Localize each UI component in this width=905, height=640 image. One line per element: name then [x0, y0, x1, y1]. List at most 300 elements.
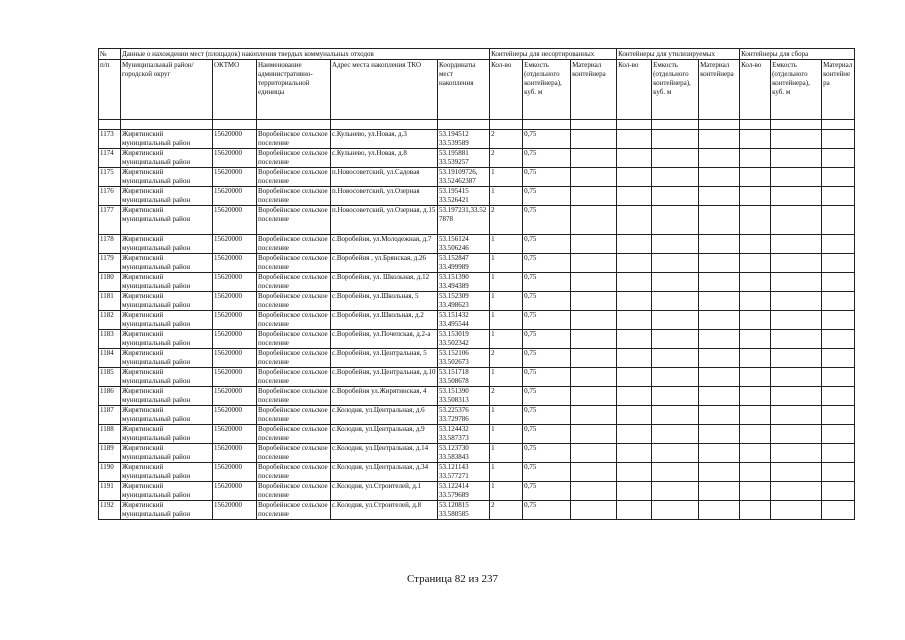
cell-empty [699, 273, 740, 292]
table-row [99, 463, 855, 482]
cell-coords: 53.121143 33.577271 [438, 463, 490, 482]
cell-empty [822, 254, 855, 273]
cell-empty [617, 187, 652, 206]
header-municipal: Муниципальный район/городской округ [121, 60, 213, 120]
cell-municipal: Жирятинский муниципальный район [121, 187, 213, 206]
cell-empty [822, 349, 855, 368]
cell-unit: Воробейнское сельское поселение [257, 206, 331, 235]
cell-municipal: Жирятинский муниципальный район [121, 254, 213, 273]
table-row [99, 330, 855, 349]
cell-address: с.Воробейня, ул.Школьная, д.2 [331, 311, 438, 330]
header-group-collection: Контейнеры для сбора [740, 49, 855, 60]
cell-count: 1 [490, 168, 523, 187]
cell-empty [822, 311, 855, 330]
cell-capacity: 0,75 [523, 187, 571, 206]
cell-empty [771, 273, 822, 292]
cell-empty [699, 206, 740, 235]
cell-address: с.Колодня, ул.Центральная, д.9 [331, 425, 438, 444]
table-row [99, 406, 855, 425]
cell-empty [571, 463, 617, 482]
cell-empty [771, 482, 822, 501]
cell-empty [771, 425, 822, 444]
cell-empty [571, 482, 617, 501]
cell-municipal: Жирятинский муниципальный район [121, 149, 213, 168]
cell-municipal: Жирятинский муниципальный район [121, 482, 213, 501]
cell-unit: Воробейнское сельское поселение [257, 406, 331, 425]
cell-oktmo: 15620000 [213, 501, 257, 520]
cell-empty [617, 444, 652, 463]
cell-municipal: Жирятинский муниципальный район [121, 444, 213, 463]
cell-empty [617, 149, 652, 168]
cell-municipal: Жирятинский муниципальный район [121, 130, 213, 149]
cell-empty [822, 273, 855, 292]
cell-empty [617, 292, 652, 311]
cell-empty [571, 368, 617, 387]
cell-coords: 53.152847 33.499989 [438, 254, 490, 273]
cell-count: 1 [490, 463, 523, 482]
header-oktmo: ОКТМО [213, 60, 257, 120]
cell-empty [699, 349, 740, 368]
cell-count: 1 [490, 406, 523, 425]
cell-capacity: 0,75 [523, 406, 571, 425]
cell-empty [822, 206, 855, 235]
cell-n: 1175 [99, 168, 121, 187]
cell-empty [617, 311, 652, 330]
table-row [99, 349, 855, 368]
cell-oktmo: 15620000 [213, 130, 257, 149]
cell-empty [617, 206, 652, 235]
table-row [99, 168, 855, 187]
cell-n: 1188 [99, 425, 121, 444]
cell-empty [740, 311, 771, 330]
cell-coords: 53.153019 33.502342 [438, 330, 490, 349]
cell-oktmo: 15620000 [213, 273, 257, 292]
cell-empty [571, 168, 617, 187]
cell-empty [822, 425, 855, 444]
cell-empty [617, 368, 652, 387]
cell-municipal: Жирятинский муниципальный район [121, 292, 213, 311]
cell-address: с.Воробейня, ул.Центральная, 5 [331, 349, 438, 368]
cell-empty [652, 168, 699, 187]
cell-address: с.Кульнево, ул.Новая, д.3 [331, 130, 438, 149]
table-row [99, 206, 855, 235]
cell-empty [699, 387, 740, 406]
cell-empty [740, 168, 771, 187]
cell-unit: Воробейнское сельское поселение [257, 311, 331, 330]
cell-empty [652, 206, 699, 235]
cell-address: с.Колодня, ул.Центральная, д.34 [331, 463, 438, 482]
cell-empty [822, 444, 855, 463]
cell-empty [571, 273, 617, 292]
cell-empty [699, 130, 740, 149]
cell-empty [617, 425, 652, 444]
cell-oktmo: 15620000 [213, 425, 257, 444]
cell-empty [822, 463, 855, 482]
cell-empty [652, 387, 699, 406]
header-coords: Координаты мест накопления [438, 60, 490, 120]
cell-empty [617, 406, 652, 425]
header-count-1: Кол-во [490, 60, 523, 120]
cell-coords: 53.152106 33.502673 [438, 349, 490, 368]
cell-empty [652, 444, 699, 463]
cell-empty [699, 235, 740, 254]
cell-empty [771, 187, 822, 206]
cell-count: 1 [490, 444, 523, 463]
registry-sheet [98, 48, 854, 520]
cell-empty [740, 349, 771, 368]
cell-empty [822, 406, 855, 425]
cell-count: 1 [490, 187, 523, 206]
cell-empty [740, 425, 771, 444]
cell-address: п.Новосоветский, ул.Садовая [331, 168, 438, 187]
cell-empty [617, 130, 652, 149]
cell-oktmo: 15620000 [213, 149, 257, 168]
cell-empty [699, 444, 740, 463]
cell-empty [822, 330, 855, 349]
cell-address: п.Новосоветский, ул.Озерная, д.15 [331, 206, 438, 235]
cell-unit: Воробейнское сельское поселение [257, 368, 331, 387]
cell-empty [740, 330, 771, 349]
cell-capacity: 0,75 [523, 130, 571, 149]
cell-municipal: Жирятинский муниципальный район [121, 206, 213, 235]
cell-coords: 53.124432 33.587373 [438, 425, 490, 444]
cell-oktmo: 15620000 [213, 254, 257, 273]
cell-empty [822, 168, 855, 187]
cell-empty [740, 406, 771, 425]
cell-oktmo: 15620000 [213, 368, 257, 387]
cell-empty [771, 463, 822, 482]
table-row [99, 482, 855, 501]
cell-unit: Воробейнское сельское поселение [257, 235, 331, 254]
cell-municipal: Жирятинский муниципальный район [121, 425, 213, 444]
cell-coords: 53.151390 33.508313 [438, 387, 490, 406]
cell-count: 1 [490, 292, 523, 311]
cell-empty [571, 187, 617, 206]
cell-empty [571, 235, 617, 254]
cell-unit: Воробейнское сельское поселение [257, 501, 331, 520]
cell-municipal: Жирятинский муниципальный район [121, 168, 213, 187]
cell-coords: 53.123730 33.583843 [438, 444, 490, 463]
cell-empty [617, 168, 652, 187]
cell-count: 1 [490, 311, 523, 330]
cell-empty [652, 368, 699, 387]
cell-n: 1180 [99, 273, 121, 292]
header-material-1: Материал контейнера [571, 60, 617, 120]
header-group-location: Данные о нахождении мест (площадок) накопления твердых коммунальных отходов [121, 49, 490, 60]
cell-empty [571, 130, 617, 149]
cell-n: 1174 [99, 149, 121, 168]
cell-capacity: 0,75 [523, 292, 571, 311]
cell-unit: Воробейнское сельское поселение [257, 273, 331, 292]
page-number: Страница 82 из 237 [406, 573, 499, 585]
cell-empty [699, 425, 740, 444]
cell-address: с.Воробейня, ул.Почепская, д.2-а [331, 330, 438, 349]
cell-empty [699, 187, 740, 206]
cell-capacity: 0,75 [523, 387, 571, 406]
cell-empty [699, 463, 740, 482]
cell-empty [822, 482, 855, 501]
cell-empty [571, 387, 617, 406]
cell-empty [652, 330, 699, 349]
cell-address: с.Кульнево, ул.Новая, д.8 [331, 149, 438, 168]
cell-empty [652, 254, 699, 273]
cell-municipal: Жирятинский муниципальный район [121, 311, 213, 330]
cell-empty [771, 292, 822, 311]
cell-empty [652, 349, 699, 368]
cell-empty [771, 406, 822, 425]
cell-coords: 53.151432 33.495544 [438, 311, 490, 330]
cell-empty [652, 187, 699, 206]
cell-empty [617, 254, 652, 273]
cell-empty [571, 501, 617, 520]
header-unit-name: Наименование административно-территориальной единицы [257, 60, 331, 120]
cell-unit: Воробейнское сельское поселение [257, 444, 331, 463]
cell-empty [822, 187, 855, 206]
cell-unit: Воробейнское сельское поселение [257, 130, 331, 149]
cell-empty [571, 149, 617, 168]
table-row [99, 130, 855, 149]
cell-unit: Воробейнское сельское поселение [257, 482, 331, 501]
cell-address: с.Воробейня, ул. Школьная, д.12 [331, 273, 438, 292]
cell-empty [571, 425, 617, 444]
cell-unit: Воробейнское сельское поселение [257, 463, 331, 482]
table-row [99, 187, 855, 206]
cell-coords: 53.195881 33.539257 [438, 149, 490, 168]
cell-empty [740, 463, 771, 482]
cell-empty [652, 273, 699, 292]
cell-n: 1181 [99, 292, 121, 311]
cell-empty [571, 254, 617, 273]
cell-coords: 53.197231,33.527878 [438, 206, 490, 235]
cell-empty [771, 206, 822, 235]
cell-empty [617, 463, 652, 482]
cell-capacity: 0,75 [523, 273, 571, 292]
cell-empty [699, 149, 740, 168]
cell-capacity: 0,75 [523, 149, 571, 168]
header-capacity-2: Емкость (отдельного контейнера), куб. м [652, 60, 699, 120]
cell-n: 1178 [99, 235, 121, 254]
cell-coords: 53.152309 33.498623 [438, 292, 490, 311]
cell-empty [771, 501, 822, 520]
cell-count: 1 [490, 330, 523, 349]
cell-empty [699, 406, 740, 425]
cell-count: 1 [490, 425, 523, 444]
cell-n: 1185 [99, 368, 121, 387]
cell-coords: 53.194512 33.539589 [438, 130, 490, 149]
cell-empty [771, 444, 822, 463]
cell-empty [771, 235, 822, 254]
cell-count: 2 [490, 349, 523, 368]
cell-n: 1187 [99, 406, 121, 425]
table-body [99, 130, 855, 520]
cell-unit: Воробейнское сельское поселение [257, 292, 331, 311]
cell-oktmo: 15620000 [213, 168, 257, 187]
cell-n: 1189 [99, 444, 121, 463]
cell-empty [740, 254, 771, 273]
cell-municipal: Жирятинский муниципальный район [121, 406, 213, 425]
cell-empty [822, 130, 855, 149]
cell-capacity: 0,75 [523, 349, 571, 368]
header-no: № [99, 49, 121, 60]
cell-empty [822, 292, 855, 311]
cell-empty [740, 501, 771, 520]
cell-empty [617, 235, 652, 254]
cell-capacity: 0,75 [523, 206, 571, 235]
cell-empty [699, 292, 740, 311]
cell-empty [652, 149, 699, 168]
table-row [99, 235, 855, 254]
cell-empty [571, 206, 617, 235]
cell-empty [652, 311, 699, 330]
cell-empty [822, 149, 855, 168]
cell-capacity: 0,75 [523, 482, 571, 501]
cell-n: 1184 [99, 349, 121, 368]
cell-oktmo: 15620000 [213, 292, 257, 311]
cell-empty [822, 501, 855, 520]
cell-oktmo: 15620000 [213, 330, 257, 349]
cell-empty [699, 482, 740, 501]
cell-empty [699, 168, 740, 187]
cell-coords: 53.156124 33.506246 [438, 235, 490, 254]
cell-municipal: Жирятинский муниципальный район [121, 273, 213, 292]
cell-address: с.Колодня, ул.Строителей, д.8 [331, 501, 438, 520]
cell-empty [652, 425, 699, 444]
cell-empty [771, 168, 822, 187]
cell-empty [740, 206, 771, 235]
cell-empty [652, 501, 699, 520]
cell-capacity: 0,75 [523, 368, 571, 387]
cell-unit: Воробейнское сельское поселение [257, 187, 331, 206]
cell-n: 1183 [99, 330, 121, 349]
header-capacity-1: Емкость (отдельного контейнера), куб. м [523, 60, 571, 120]
cell-municipal: Жирятинский муниципальный район [121, 368, 213, 387]
cell-empty [771, 130, 822, 149]
cell-address: с.Воробейня, ул.Школьная, 5 [331, 292, 438, 311]
cell-address: с.Воробейня ул.Жирятинская, 4 [331, 387, 438, 406]
cell-empty [617, 330, 652, 349]
cell-unit: Воробейнское сельское поселение [257, 349, 331, 368]
cell-oktmo: 15620000 [213, 387, 257, 406]
cell-municipal: Жирятинский муниципальный район [121, 463, 213, 482]
cell-empty [652, 463, 699, 482]
cell-empty [571, 311, 617, 330]
cell-address: с.Колодня, ул.Центральная, д.6 [331, 406, 438, 425]
cell-n: 1186 [99, 387, 121, 406]
table-row [99, 444, 855, 463]
cell-unit: Воробейнское сельское поселение [257, 254, 331, 273]
header-address: Адрес места накопления ТКО [331, 60, 438, 120]
cell-count: 1 [490, 254, 523, 273]
cell-empty [617, 273, 652, 292]
cell-coords: 53.195415 33.526421 [438, 187, 490, 206]
cell-empty [571, 444, 617, 463]
cell-municipal: Жирятинский муниципальный район [121, 349, 213, 368]
cell-empty [771, 311, 822, 330]
cell-empty [571, 406, 617, 425]
cell-empty [771, 254, 822, 273]
cell-count: 2 [490, 149, 523, 168]
cell-unit: Воробейнское сельское поселение [257, 425, 331, 444]
cell-empty [771, 330, 822, 349]
cell-empty [771, 349, 822, 368]
cell-empty [822, 368, 855, 387]
cell-empty [652, 406, 699, 425]
cell-empty [699, 330, 740, 349]
cell-empty [740, 273, 771, 292]
cell-oktmo: 15620000 [213, 444, 257, 463]
cell-empty [699, 501, 740, 520]
cell-empty [771, 149, 822, 168]
cell-empty [652, 130, 699, 149]
cell-empty [617, 349, 652, 368]
cell-count: 1 [490, 368, 523, 387]
cell-oktmo: 15620000 [213, 463, 257, 482]
table-row [99, 368, 855, 387]
cell-empty [571, 292, 617, 311]
cell-capacity: 0,75 [523, 463, 571, 482]
cell-coords: 53.151718 33.508678 [438, 368, 490, 387]
cell-n: 1173 [99, 130, 121, 149]
cell-n: 1191 [99, 482, 121, 501]
header-group-unsorted: Контейнеры для несортированных [490, 49, 617, 60]
header-capacity-3: Емкость (отдельного контейнера), куб. м [771, 60, 822, 120]
cell-count: 2 [490, 387, 523, 406]
table-row [99, 149, 855, 168]
cell-count: 1 [490, 482, 523, 501]
cell-empty [740, 482, 771, 501]
cell-empty [652, 235, 699, 254]
cell-empty [571, 330, 617, 349]
cell-address: с.Колодня, ул.Строителей, д.1 [331, 482, 438, 501]
cell-count: 2 [490, 206, 523, 235]
cell-n: 1179 [99, 254, 121, 273]
cell-address: с.Колодня, ул.Центральная, д.14 [331, 444, 438, 463]
cell-n: 1177 [99, 206, 121, 235]
cell-capacity: 0,75 [523, 425, 571, 444]
table-row [99, 387, 855, 406]
cell-empty [740, 149, 771, 168]
cell-n: 1182 [99, 311, 121, 330]
cell-unit: Воробейнское сельское поселение [257, 149, 331, 168]
table-row [99, 311, 855, 330]
cell-count: 1 [490, 273, 523, 292]
cell-empty [740, 292, 771, 311]
cell-address: с.Воробейня, ул.Центральная, д.10 [331, 368, 438, 387]
cell-empty [740, 444, 771, 463]
cell-coords: 53.19109726, 33.52462387 [438, 168, 490, 187]
cell-empty [571, 349, 617, 368]
cell-empty [740, 235, 771, 254]
cell-coords: 53.120815 33.580585 [438, 501, 490, 520]
cell-empty [617, 501, 652, 520]
cell-empty [699, 311, 740, 330]
cell-empty [699, 254, 740, 273]
table-row [99, 501, 855, 520]
cell-capacity: 0,75 [523, 501, 571, 520]
cell-empty [740, 387, 771, 406]
cell-n: 1192 [99, 501, 121, 520]
cell-oktmo: 15620000 [213, 235, 257, 254]
cell-oktmo: 15620000 [213, 349, 257, 368]
cell-empty [652, 292, 699, 311]
cell-n: 1190 [99, 463, 121, 482]
header-count-2: Кол-во [617, 60, 652, 120]
cell-coords: 53.225376 33.729786 [438, 406, 490, 425]
cell-address: п.Новосоветский, ул.Озерная [331, 187, 438, 206]
cell-oktmo: 15620000 [213, 482, 257, 501]
cell-oktmo: 15620000 [213, 311, 257, 330]
cell-municipal: Жирятинский муниципальный район [121, 235, 213, 254]
